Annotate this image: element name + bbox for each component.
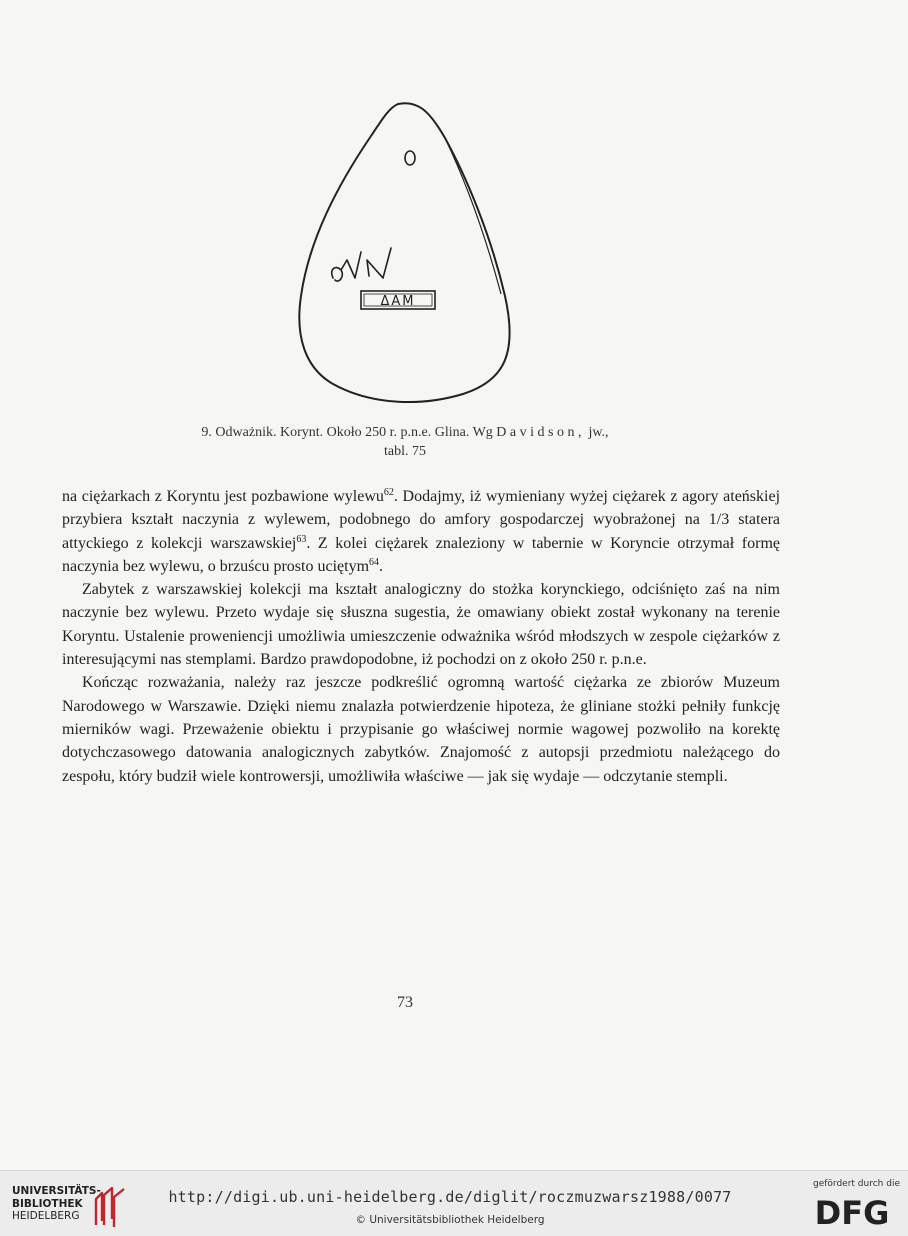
footnote-ref[interactable]: 62 — [383, 487, 394, 498]
dfg-logo[interactable] — [800, 1177, 900, 1231]
weight-outline-inner — [445, 138, 501, 294]
caption-line-1 — [140, 423, 670, 442]
footer-bar — [0, 1170, 908, 1236]
library-name — [12, 1185, 101, 1223]
stamp-text: ΔAM — [380, 294, 416, 309]
footnote-ref[interactable]: 63 — [296, 533, 307, 545]
figure-weight-drawing — [295, 100, 515, 412]
text-run: . — [379, 557, 384, 575]
paragraph-1 — [62, 485, 780, 578]
permalink-url[interactable]: http://digi.ub.uni-heidelberg.de/diglit/roczmuzwarsz1988/0077 — [168, 1188, 732, 1206]
paragraph-3 — [62, 671, 780, 787]
footnote-ref[interactable]: 64 — [369, 556, 380, 568]
text-run: Kończąc rozważania, należy raz jeszcze podkreślić ogromną wartość ciężarka ze zbiorów Muzeum Narodowego w Warszawie. Dzięki niemu znalazła potwierdzenie hipoteza, że gliniane stożki pełniły funkcję mierników wagi. Przeważenie obiektu i przypisanie go właściwej normie wagowej pozwoliło na korektę dotychczasowego datowania analogicznych zabytków. Znajomość z autopsji przedmiotu należącego do zespołu, który budził wiele kontrowersji, umożliwiła właściwe — jak się wydaje — odczytanie stempli. — [62, 674, 780, 785]
caption-suffix: jw., — [588, 425, 609, 440]
library-mark-icon — [92, 1185, 130, 1229]
caption-author: Davidson, — [496, 425, 585, 440]
dfg-wordmark — [808, 1195, 896, 1229]
body-text — [62, 485, 780, 788]
weight-outline — [299, 103, 509, 402]
text-run: . Dodajmy, iż wymieniany wyżej ciężarek z agory ateńskiej przybiera kształt naczynia z wylewem, podobnego do amfory gospodarczej wyobrażonej na 1/3 statera attyckiego z kolekcji warszawskiej — [62, 488, 781, 552]
text-run: na ciężarkach z Koryntu jest pozbawione wylewu — [62, 488, 384, 505]
copyright-notice: © Universitätsbibliothek Heidelberg — [355, 1214, 545, 1226]
weight-outline-drawing — [295, 100, 515, 412]
library-line-2: BIBLIOTHEK — [12, 1197, 83, 1210]
page-number: 73 — [397, 994, 413, 1011]
text-run: Zabytek z warszawskiej kolekcji ma kształt analogiczny do stożka korynckiego, odciśnięto zaś na nim naczynie bez wylewu. Przeto wydaje się słuszna sugestia, że omawiany obiekt został wykonany na terenie Koryntu. Ustalenie proweniencji umożliwia umieszczenie odważnika wśród młodszych w zespole ciężarków z interesującymi nas stemplami. Bardzo prawdopodobne, iż pochodzi on z około 250 r. p.n.e. — [62, 581, 780, 669]
dfg-wordmark-text: DFG — [814, 1195, 890, 1229]
library-line-3: HEIDELBERG — [12, 1210, 80, 1222]
funder-label: gefördert durch die — [813, 1179, 900, 1189]
text-run: . Z kolei ciężarek znaleziony w tabernie w Koryncie otrzymał formę naczynia bez wylewu, o brzuścu prosto uciętym — [62, 534, 781, 575]
suspension-hole — [405, 151, 415, 165]
caption-line-2: tabl. 75 — [384, 444, 426, 459]
caption-prefix: 9. Odważnik. Korynt. Około 250 r. p.n.e. Glina. Wg — [201, 425, 493, 440]
library-logo[interactable] — [12, 1185, 132, 1229]
paragraph-2 — [62, 578, 780, 671]
figure-caption — [140, 423, 670, 461]
incised-monogram — [332, 248, 391, 281]
library-line-1: UNIVERSITÄTS- — [12, 1185, 101, 1197]
